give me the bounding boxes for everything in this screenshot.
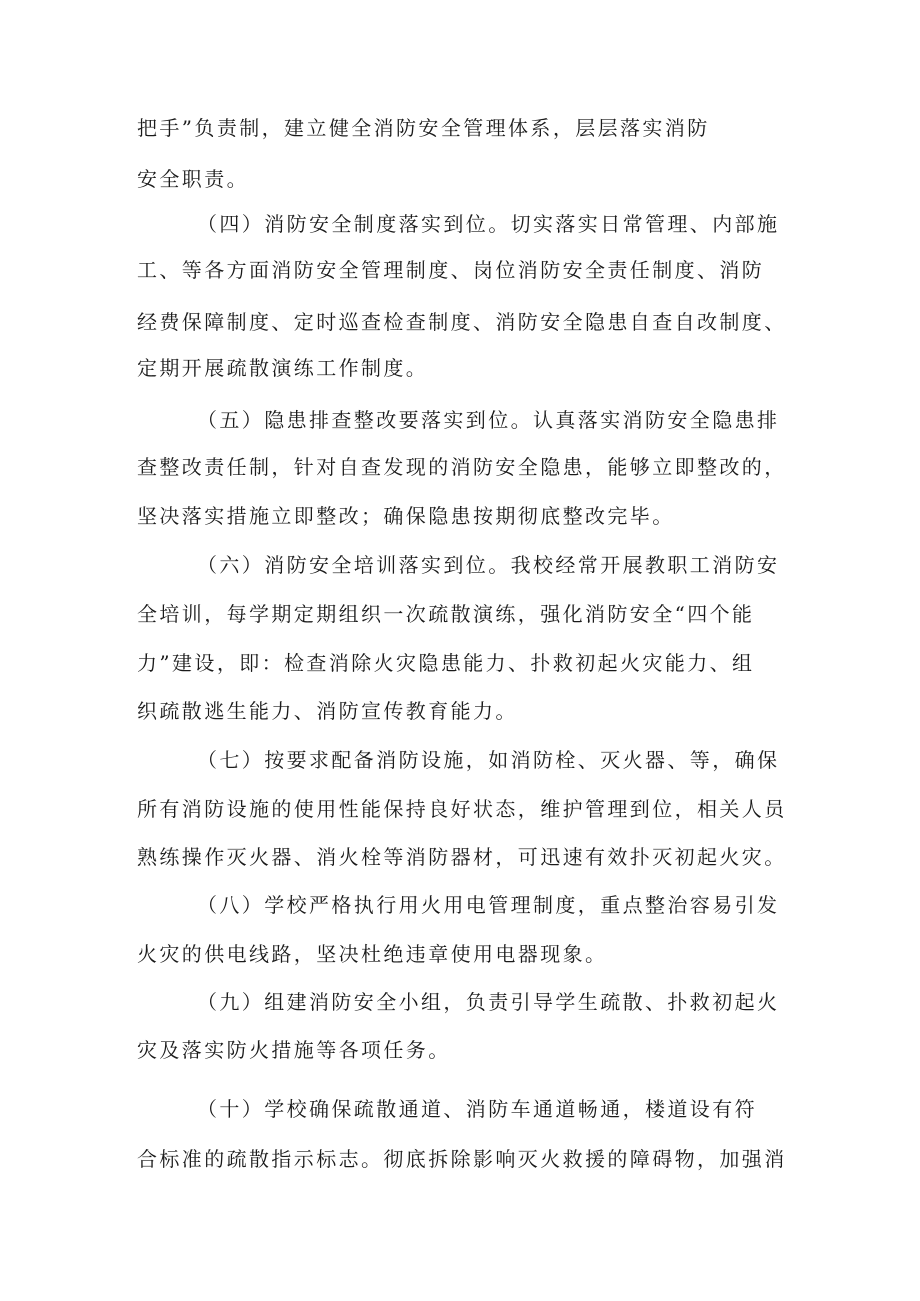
paragraph-line: 坚决落实措施立即整改；确保隐患按期彻底整改完毕。 <box>137 504 675 528</box>
paragraph-line: 力”建设，即：检查消除火灾隐患能力、扑救初起火灾能力、组 <box>137 651 755 675</box>
paragraph-line: 查整改责任制，针对自查发现的消防安全隐患，能够立即整改的， <box>137 455 787 479</box>
paragraph-line: （十）学校确保疏散通道、消防车通道畅通，楼道设有符 <box>197 1097 757 1121</box>
paragraph-line: 经费保障制度、定时巡查检查制度、消防安全隐患自查自改制度、 <box>137 310 787 334</box>
paragraph-line: 把手”负责制，建立健全消防安全管理体系，层层落实消防 <box>137 116 710 140</box>
paragraph-line: 全培训，每学期定期组织一次疏散演练，强化消防安全“四个能 <box>137 602 755 626</box>
paragraph-line: （八）学校严格执行用火用电管理制度，重点整治容易引发 <box>197 893 780 917</box>
paragraph-line: 定期开展疏散演练工作制度。 <box>137 356 429 380</box>
paragraph-line: （七）按要求配备消防设施，如消防栓、灭火器、等，确保 <box>197 748 780 772</box>
paragraph-line: （五）隐患排查整改要落实到位。认真落实消防安全隐患排 <box>197 408 780 432</box>
paragraph-line: 熟练操作灭火器、消火栓等消防器材，可迅速有效扑灭初起火灾。 <box>137 845 787 869</box>
paragraph-line: （四）消防安全制度落实到位。切实落实日常管理、内部施 <box>197 212 780 236</box>
paragraph-line: 合标准的疏散指示标志。彻底拆除影响灭火救援的障碍物，加强消 <box>137 1147 787 1171</box>
paragraph-line: 工、等各方面消防安全管理制度、岗位消防安全责任制度、消防 <box>137 258 765 282</box>
paragraph-line: （六）消防安全培训落实到位。我校经常开展教职工消防安 <box>197 553 780 577</box>
paragraph-line: 所有消防设施的使用性能保持良好状态，维护管理到位，相关人员 <box>137 797 787 821</box>
paragraph-line: 织疏散逃生能力、消防宣传教育能力。 <box>137 699 518 723</box>
paragraph-line: 安全职责。 <box>137 167 249 191</box>
paragraph-line: （九）组建消防安全小组，负责引导学生疏散、扑救初起火 <box>197 990 780 1014</box>
paragraph-line: 灾及落实防火措施等各项任务。 <box>137 1038 451 1062</box>
paragraph-line: 火灾的供电线路，坚决杜绝违章使用电器现象。 <box>137 942 608 966</box>
